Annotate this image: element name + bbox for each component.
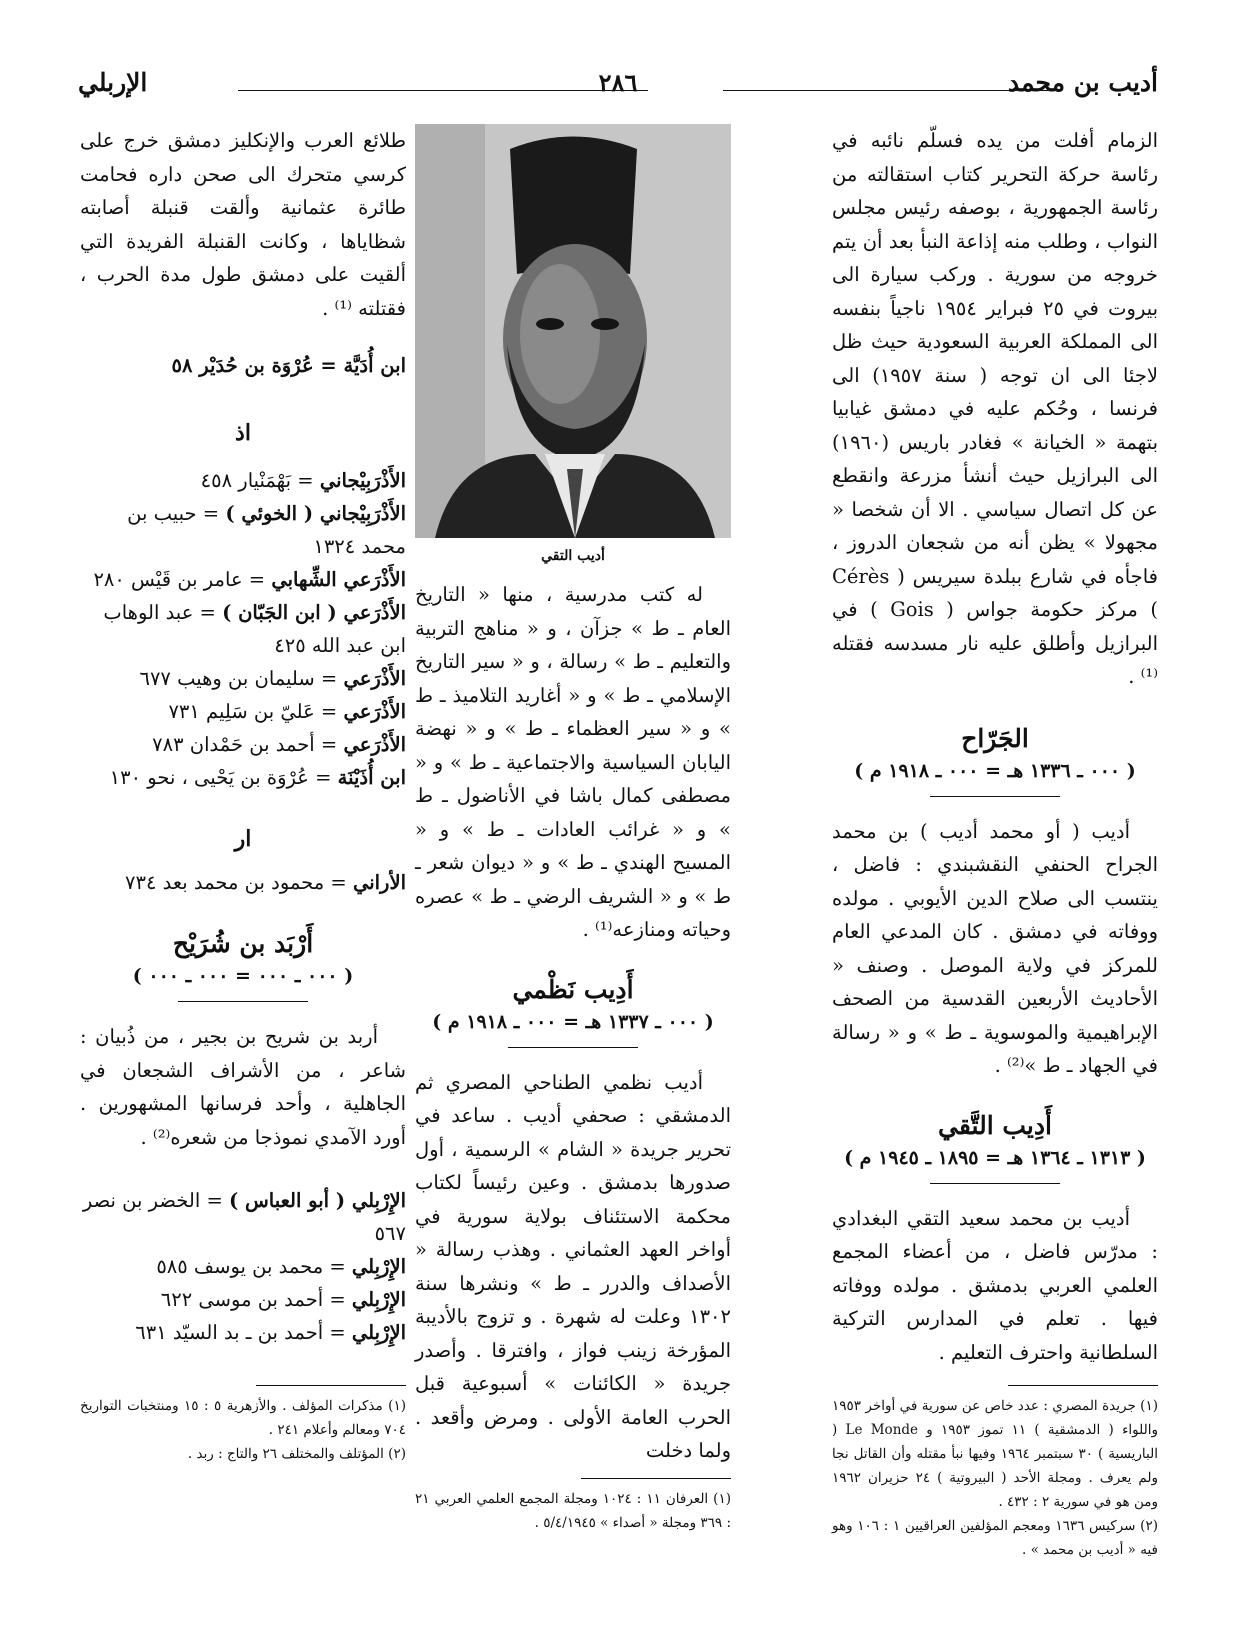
entry-name: الإِرْبِلي	[351, 1255, 406, 1278]
divider	[930, 1183, 1060, 1184]
footnote: (١) مذكرات المؤلف . والأزهرية ٥ : ١٥ ومنتخبات التواريخ ٧٠٤ ومعالم وأعلام ٢٤١ .	[80, 1398, 406, 1438]
body-paragraph: له كتب مدرسية ، منها « التاريخ العام ـ ط » جزآن ، و « مناهج التربية والتعليم ـ ط » رسالة ، و « سير التاريخ الإسلامي ـ ط » و « أغاريد التلاميذ ـ ط » و « سير العظماء ـ ط » و « نهضة اليابان السياسية والاجتماعية ـ ط » و « مصطفى كمال باشا في الأناضول ـ ط » و « غرائب العادات ـ ط » و « المسيح الهندي ـ ط » و « ديوان شعر ـ ط » و « الشريف الرضي ـ ط » عصره وحياته ومنازعه⁽¹⁾ .	[415, 583, 731, 941]
entry-title: أَدِيب نَظْمي	[512, 974, 634, 1004]
entry-text: أديب ( أو محمد أديب ) بن محمد الجراح الحنفي النقشبندي : فاضل ، ينتسب الى صلاح الدين الأيوبي . مولده ووفاته في دمشق . كان المدعي العام للمركز في ولاية الموصل . وصنف « الأحاديث الأربعين القدسية من الصحف الإبراهيمية والموسوية ـ ط » و « رسالة في الجهاد ـ ط »⁽²⁾ .	[832, 819, 1158, 1077]
footnote-rule	[256, 1385, 406, 1386]
footnote: (٢) المؤتلف والمختلف ٢٦ والتاج : ربد .	[187, 1446, 406, 1462]
entry-name: الأَذْرَعي	[343, 733, 406, 756]
entry-target: = بَهْمَنْيار ٤٥٨	[200, 469, 320, 492]
photo-caption: أديب التقي	[541, 548, 605, 564]
header-rule	[723, 90, 1048, 91]
entry-name: الأَذْرَبِيْجاني	[319, 469, 406, 492]
entry-dates: ( ٠٠٠ ـ ١٣٣٦ هـ = ٠٠٠ ـ ١٩١٨ م )	[854, 759, 1136, 782]
entry-target: = عَليّ بن سَلِيم ٧٣١	[168, 700, 344, 723]
section-label: اذ	[235, 420, 251, 446]
entry-target: = الخضر بن نصر ٥٦٧	[82, 1189, 406, 1245]
entry-dates: ( ١٣١٣ ـ ١٣٦٤ هـ = ١٨٩٥ ـ ١٩٤٥ م )	[844, 1146, 1146, 1169]
entry-name: ابن أُذَيْنَة	[337, 766, 406, 789]
cross-reference: ابن أُدَيَّة = عُرْوَة بن حُدَيْر ٥٨	[171, 354, 406, 377]
entry-title: أَرْبَد بن شُرَيْح	[172, 929, 314, 958]
portrait-photo	[415, 124, 731, 538]
entry-name: الإِرْبِلي ( أبو العباس )	[228, 1189, 406, 1212]
entry-title: أَدِيب التَّقي	[938, 1110, 1052, 1140]
entry-target: = محمد بن يوسف ٥٨٥	[156, 1255, 352, 1278]
cross-reference	[80, 1184, 406, 1250]
entry-target: = سليمان بن وهيب ٦٧٧	[139, 667, 344, 690]
cross-reference	[80, 728, 406, 761]
entries-list	[80, 1184, 406, 1349]
entry-target: = حبيب بن محمد ١٣٢٤	[127, 502, 406, 558]
entry-name: الأَذْرَعي	[343, 700, 406, 723]
entry-target: = محمود بن محمد بعد ٧٣٤	[125, 871, 353, 894]
header-rule	[238, 90, 648, 91]
running-title-left: الإربلي	[78, 68, 148, 97]
entry-target: = أحمد بن ـ بد السيّد ٦٣١	[135, 1321, 352, 1344]
page-header	[78, 68, 1158, 108]
entry-dates: ( ٠٠٠ ـ ١٣٣٧ هـ = ٠٠٠ ـ ١٩١٨ م )	[432, 1010, 714, 1033]
section-label: ار	[234, 826, 252, 852]
divider	[930, 796, 1060, 797]
footnote-rule	[1008, 1385, 1158, 1386]
entry-name: الإِرْبِلي	[351, 1288, 406, 1311]
entry-title: الجَرّاح	[961, 723, 1029, 753]
entry-target: = عُرْوَة بن يَحْيى ، نحو ١٣٠	[109, 766, 338, 789]
entry-text: أربد بن شريح بن بجير ، من ذُبيان : شاعر ، من الأشراف الشجعان في الجاهلية ، وأحد فرسانها المشهورين . أورد الآمدي نموذجا من شعره⁽²⁾ .	[80, 1025, 406, 1149]
entry-target: = عبد الوهاب ابن عبد الله ٤٢٥	[103, 601, 406, 657]
footnote: (١) جريدة المصري : عدد خاص عن سورية في أواخر ١٩٥٣ واللواء ( الدمشقية ) ١١ تموز ١٩٥٣ و Le Monde ( الباريسية ) ٣٠ سبتمبر ١٩٦٤ وفيها نبأ مقتله وأن القاتل نجا ولم يعرف . ومجلة الأحد ( البيروتية ) ٢٤ حزيران ١٩٦٢ ومن هو في سورية ٢ : ٤٣٢ .	[832, 1398, 1158, 1510]
cross-reference	[80, 1283, 406, 1316]
cross-reference	[80, 1316, 406, 1349]
entry-target: = أحمد بن موسى ٦٢٢	[160, 1288, 352, 1311]
cross-reference	[80, 761, 406, 794]
footnote: (٢) سركيس ١٦٣٦ ومعجم المؤلفين العراقيين ١ : ١٠٦ وهو فيه « أديب بن محمد » .	[832, 1518, 1158, 1558]
entry-text: أديب نظمي الطناحي المصري ثم الدمشقي : صحفي أديب . ساعد في تحرير جريدة « الشام » الرسمية ، أول صدورها بدمشق . وعين رئيساً لكتاب محكمة الاستئناف بولاية سورية في أواخر العهد العثماني . وهذب رسالة « الأصداف والدرر ـ ط » ونشرها سنة ١٣٠٢ وعلت له شهرة . و تزوج بالأديبة المؤرخة زينب فواز ، وافترقا . وأصدر جريدة « الكائنات » أسبوعية قبل الحرب العامة الأولى . ومرض وأقعد . ولما دخلت	[415, 1070, 731, 1462]
entry-name: الأَذْرَعي ( ابن الجَبّان )	[222, 601, 406, 624]
entry-target: = عامر بن قَيْس ٢٨٠	[93, 568, 272, 591]
entries-list	[80, 464, 406, 794]
footnote: (١) العرفان ١١ : ١٠٢٤ ومجلة المجمع العلمي العربي ٢١ : ٣٦٩ ومجلة « أصداء » ٥/٤/١٩٤٥ .	[415, 1490, 731, 1531]
divider	[178, 1001, 308, 1002]
footnote-rule	[581, 1478, 731, 1479]
entry-target: = أحمد بن حَمْدان ٧٨٣	[152, 733, 344, 756]
cross-reference	[80, 596, 406, 662]
column-right	[832, 124, 1158, 1562]
entry-name: الأراني	[352, 871, 406, 894]
cross-reference	[80, 1250, 406, 1283]
cross-reference	[80, 563, 406, 596]
entry-name: الإِرْبِلي	[351, 1321, 406, 1344]
page-number: ٢٨٦	[598, 68, 638, 97]
cross-reference	[80, 662, 406, 695]
column-middle	[415, 124, 731, 1535]
cross-reference	[80, 866, 406, 899]
portrait-photo-image	[415, 124, 731, 538]
body-paragraph: الزمام أفلت من يده فسلّم نائبه في رئاسة حركة التحرير كتاب استقالته من رئاسة الجمهورية ، بوصفه رئيس مجلس النواب ، وطلب منه إذاعة النبأ بعد أن يتم خروجه من سورية . وركب سيارة الى بيروت في ٢٥ فبراير ١٩٥٤ ناجياً بنفسه الى المملكة العربية السعودية حيث ظل لاجئا الى ان توجه ( سنة ١٩٥٧) الى فرنسا ، وحُكم عليه في دمشق غيابيا بتهمة « الخيانة » فغادر باريس (١٩٦٠) الى البرازيل حيث أنشأ مزرعة وانقطع عن كل اتصال سياسي . الا أن شخصا « مجهولا » يظن أنه من شجعان الدروز ، فاجأه في شارع ببلدة سيريس ( Cérès ) مركز حكومة جواس ( Gois ) في البرازيل وأطلق عليه نار مسدسه فقتله ⁽¹⁾ .	[832, 129, 1159, 688]
cross-reference	[80, 695, 406, 728]
entry-text: أديب بن محمد سعيد التقي البغدادي : مدرّس فاضل ، من أعضاء المجمع العلمي العربي بدمشق . مولده ووفاته فيها . تعلم في المدارس التركية السلطانية واحترف التعليم .	[832, 1206, 1158, 1364]
entry-name: الأَذْرَعي الشِّهابي	[271, 568, 406, 591]
column-left	[80, 124, 406, 1466]
cross-reference	[80, 497, 406, 563]
running-title-right: أديب بن محمد	[1007, 68, 1158, 97]
entry-name: الأَذْرَعي	[343, 667, 406, 690]
cross-reference	[80, 464, 406, 497]
entry-name: الأَذْرَبِيْجاني ( الخوئي )	[225, 502, 406, 525]
entry-dates: ( ٠٠٠ ـ ٠٠٠ = ٠٠٠ ـ ٠٠٠ )	[132, 965, 354, 987]
body-paragraph: طلائع العرب والإنكليز دمشق خرج على كرسي متحرك الى صحن داره فحامت طائرة عثمانية وألقت قنبلة أصابته شظاياها ، وكانت القنبلة الفريدة التي ألقيت على دمشق طول مدة الحرب ، فقتلته ⁽¹⁾ .	[80, 129, 406, 320]
divider	[508, 1047, 638, 1048]
